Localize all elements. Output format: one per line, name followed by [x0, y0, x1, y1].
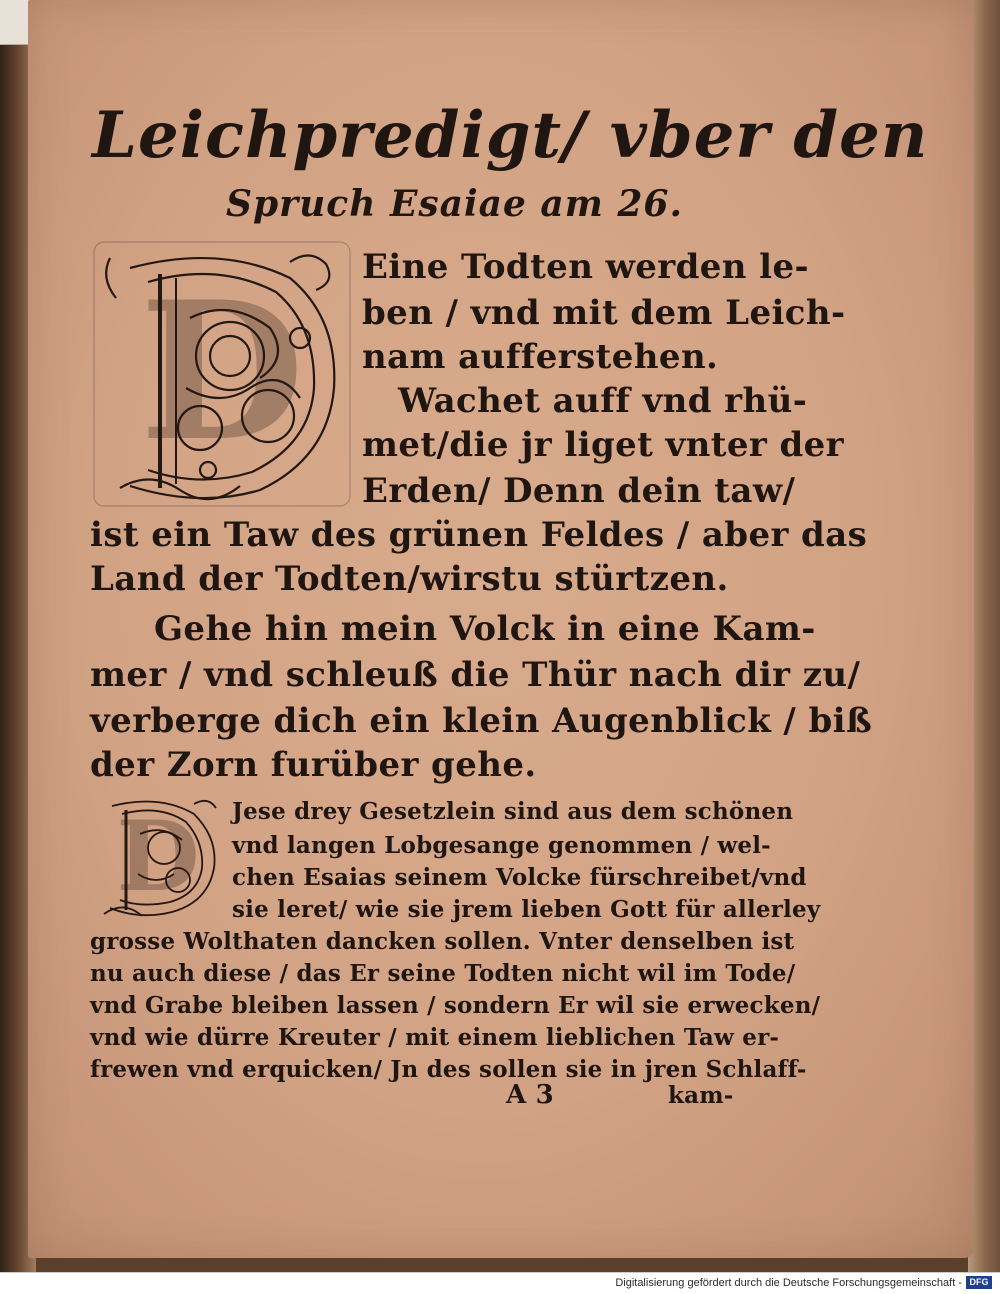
sermon-line-3: chen Esaias seinem Volcke fürschreibet/vnd: [232, 864, 807, 891]
sermon-line-7: vnd Grabe bleiben lassen / sondern Er wil sie erwecken/: [90, 992, 821, 1019]
sermon-line-1: Jese drey Gesetzlein sind aus dem schönen: [232, 798, 794, 825]
sermon-line-9: frewen vnd erquicken/ Jn des sollen sie in jren Schlaff-: [90, 1056, 807, 1083]
sermon-line-6: nu auch diese / das Er seine Todten nicht wil im Tode/: [90, 960, 796, 987]
verse-line-4: Wachet auff vnd rhü-: [398, 381, 808, 421]
verse-line-8: Land der Todten/wirstu stürtzen.: [90, 559, 729, 599]
verse-line-6: Erden/ Denn dein taw/: [362, 471, 796, 511]
footer-credit-text: Digitalisierung gefördert durch die Deutsche Forschungsgemeinschaft -: [615, 1277, 962, 1289]
dfg-logo[interactable]: DFG: [966, 1276, 992, 1289]
book-page: [28, 0, 974, 1258]
large-initial-letter: D: [139, 260, 305, 483]
verse-line-11: verberge dich ein klein Augenblick / biß: [90, 701, 873, 741]
verse-line-9: Gehe hin mein Volck in eine Kam-: [154, 609, 816, 649]
sermon-line-2: vnd langen Lobgesange genommen / wel-: [232, 832, 771, 859]
title-line-2: Spruch Esaiae am 26.: [226, 183, 683, 225]
verse-line-5: met/die jr liget vnter der: [362, 425, 845, 465]
decorated-initial-large: [90, 238, 354, 510]
title-line-1: Leichpredigt/ vber den: [92, 98, 929, 173]
sermon-line-4: sie leret/ wie sie jrem lieben Gott für allerley: [232, 896, 821, 923]
verse-line-3: nam aufferstehen.: [362, 337, 719, 377]
decorated-initial-small: [90, 790, 226, 920]
small-initial-letter: D: [116, 800, 200, 913]
verse-line-10: mer / vnd schleuß die Thür nach dir zu/: [90, 655, 861, 695]
verse-line-7: ist ein Taw des grünen Feldes / aber das: [90, 515, 868, 555]
footer-bar: [0, 1272, 1000, 1294]
signature-mark: A 3: [506, 1080, 554, 1110]
sermon-line-5: grosse Wolthaten dancken sollen. Vnter denselben ist: [90, 928, 795, 955]
sermon-line-8: vnd wie dürre Kreuter / mit einem lieblichen Taw er-: [90, 1024, 780, 1051]
verse-line-1: Eine Todten werden le-: [362, 247, 809, 287]
verse-line-2: ben / vnd mit dem Leich-: [362, 293, 846, 333]
catchword: kam-: [668, 1082, 734, 1109]
verse-line-12: der Zorn furüber gehe.: [90, 745, 537, 785]
